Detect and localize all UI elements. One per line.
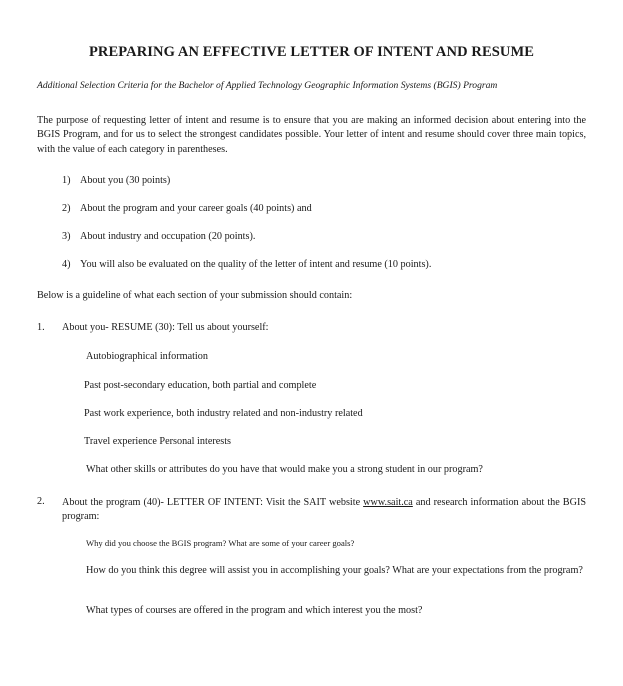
section2-item: What types of courses are offered in the program and which interest you the most?	[86, 605, 423, 616]
topic-item	[62, 259, 431, 270]
section1-item: Autobiographical information	[86, 351, 208, 362]
section1-item: Past work experience, both industry related and non-industry related	[84, 408, 363, 419]
section2-heading-text: About the program (40)- LETTER OF INTENT: Visit the SAIT website	[62, 497, 364, 508]
topic-item	[62, 175, 170, 186]
intro-paragraph: The purpose of requesting letter of intent and resume is to ensure that you are making an informed decision about entering into the BGIS Program, and for us to select the strongest candidates possible. Your letter of intent and resume should cover three main topics, with the value of each category in parentheses.	[37, 115, 586, 155]
guideline-text: Below is a guideline of what each section of your submission should contain:	[37, 290, 353, 301]
topic-number: 1)	[62, 175, 71, 186]
section2-item: How do you think this degree will assist you in accomplishing your goals? What are your expectations from the program?	[86, 565, 583, 576]
topic-item	[62, 203, 312, 214]
topic-number: 4)	[62, 259, 71, 270]
document-title: PREPARING AN EFFECTIVE LETTER OF INTENT AND RESUME	[88, 44, 535, 60]
sait-website-link[interactable]: www.sait.ca	[363, 497, 413, 508]
topic-text: About industry and occupation (20 points).	[79, 231, 256, 242]
section2-heading	[62, 496, 586, 525]
section1-item: Past post-secondary education, both partial and complete	[84, 380, 317, 391]
topic-text: About the program and your career goals (40 points) and	[79, 203, 312, 214]
section2-item: Why did you choose the BGIS program? What are some of your career goals?	[86, 538, 355, 548]
topic-number: 2)	[62, 203, 71, 214]
section1-heading: About you- RESUME (30): Tell us about yourself:	[62, 322, 269, 333]
section1-number: 1.	[37, 322, 45, 333]
section2-heading-text-end: and research information about the BGIS program:	[62, 497, 586, 523]
section2-number: 2.	[37, 496, 45, 507]
document-subtitle: Additional Selection Criteria for the Bachelor of Applied Technology Geographic Information Systems (BGIS) Program	[37, 80, 498, 91]
section1-item: Travel experience Personal interests	[84, 436, 232, 447]
topic-number: 3)	[62, 231, 71, 242]
topic-item	[62, 231, 255, 242]
topic-text: You will also be evaluated on the quality of the letter of intent and resume (10 points).	[80, 259, 432, 270]
section1-item: What other skills or attributes do you have that would make you a strong student in our program?	[86, 464, 483, 475]
topic-text: About you (30 points)	[79, 175, 171, 186]
